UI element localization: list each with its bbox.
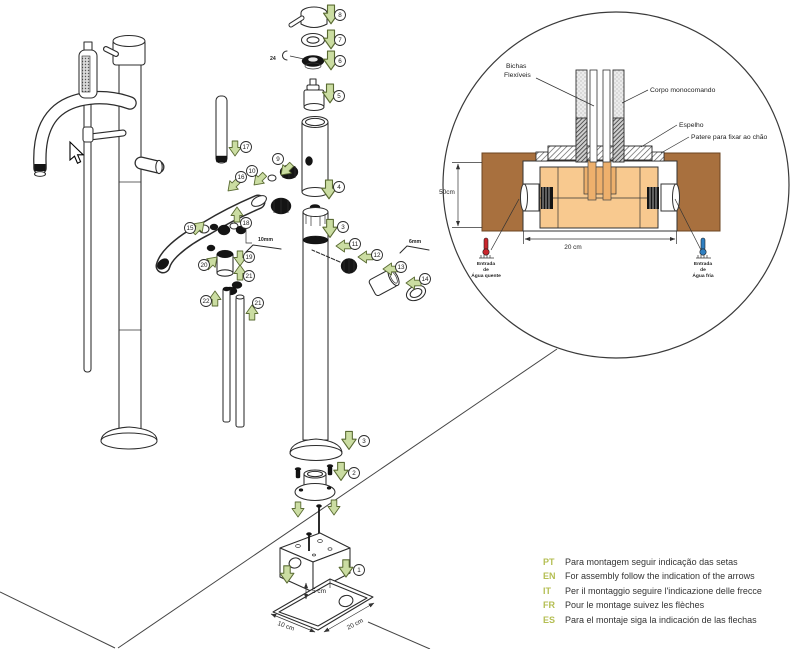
- svg-text:21: 21: [254, 300, 262, 308]
- language-code: ES: [543, 614, 556, 625]
- part-ring-nut: [302, 56, 324, 70]
- part-callout: [199, 260, 210, 271]
- flex-connector-left: [521, 184, 554, 211]
- assembly-instructions: [543, 555, 762, 627]
- instruction-row-it: [543, 584, 762, 598]
- svg-text:14: 14: [421, 276, 429, 284]
- hoses-label-2: Flexíveis: [504, 72, 531, 79]
- floor-perspective-lines: [0, 349, 557, 649]
- svg-text:11: 11: [351, 241, 359, 249]
- part-callout: [335, 56, 346, 67]
- part-callout: [359, 436, 370, 447]
- assembled-faucet-illustration: [35, 36, 163, 450]
- part-callout: [350, 239, 361, 250]
- recess-width-label: 10 cm: [276, 620, 296, 633]
- instruction-text: Pour le montage suivez les flèches: [565, 600, 705, 611]
- part-callout: [241, 142, 252, 153]
- floor-recess: [271, 579, 374, 633]
- svg-text:5: 5: [337, 93, 341, 101]
- part-callout: [273, 154, 284, 165]
- language-code: EN: [543, 571, 556, 582]
- svg-text:15: 15: [186, 225, 194, 233]
- svg-text:4: 4: [337, 184, 341, 192]
- wrench-24-icon: [270, 51, 304, 62]
- part-callout: [244, 252, 255, 263]
- exploded-view: [155, 5, 430, 633]
- part-hose-nut-b: [271, 198, 291, 214]
- svg-text:2: 2: [352, 470, 356, 478]
- svg-text:10: 10: [248, 168, 256, 176]
- svg-text:6mm: 6mm: [409, 239, 422, 245]
- part-callout: [247, 166, 258, 177]
- part-callout: [253, 298, 264, 309]
- part-callout: [241, 218, 252, 229]
- bracket-label: Patere para fixar ao chão: [691, 134, 768, 141]
- instruction-row-en: [543, 569, 762, 583]
- svg-text:8: 8: [338, 12, 342, 20]
- svg-text:10mm: 10mm: [258, 237, 273, 243]
- mouse-cursor: [70, 142, 83, 163]
- svg-text:6: 6: [338, 58, 342, 66]
- svg-text:20: 20: [200, 262, 208, 270]
- part-hand-shower-exploded: [216, 96, 227, 163]
- svg-text:1: 1: [357, 567, 361, 575]
- svg-text:Água quente: Água quente: [471, 274, 501, 279]
- svg-text:3: 3: [362, 438, 366, 446]
- flex-connector-right: [647, 184, 680, 211]
- svg-text:17: 17: [242, 144, 250, 152]
- part-mounting-flange: [295, 465, 335, 501]
- part-callout: [236, 172, 247, 183]
- hot-water-label: Entrada: [476, 262, 496, 267]
- recess-length-label: 20 cm: [345, 617, 365, 632]
- part-lower-column: [303, 205, 328, 441]
- plate-label: Espelho: [679, 122, 704, 129]
- svg-text:16: 16: [237, 174, 245, 182]
- svg-text:12: 12: [373, 252, 381, 260]
- svg-text:3: 3: [341, 224, 345, 232]
- hand-shower: [79, 42, 97, 98]
- installation-detail-inset: [439, 12, 789, 358]
- svg-text:21: 21: [245, 273, 253, 281]
- svg-text:de: de: [700, 268, 706, 273]
- part-callout: [201, 296, 212, 307]
- svg-text:19: 19: [245, 254, 253, 262]
- part-callout: [372, 250, 383, 261]
- part-callout: [354, 565, 365, 576]
- hex-key-6-icon: [400, 239, 429, 253]
- part-escutcheon: [290, 439, 342, 461]
- cold-water-label: Entrada: [693, 262, 713, 267]
- instruction-text: Para el montaje siga la indicación de las flechas: [565, 614, 757, 625]
- svg-text:24: 24: [270, 56, 276, 62]
- part-callout: [349, 468, 360, 479]
- part-callout: [338, 222, 349, 233]
- part-upper-column: [302, 117, 328, 197]
- svg-text:9: 9: [276, 156, 280, 164]
- part-callout: [335, 10, 346, 21]
- hoses-label: Bichas: [506, 63, 527, 70]
- svg-text:13: 13: [397, 264, 405, 272]
- part-handle: [291, 7, 327, 28]
- recess-depth-label: 5 cm: [312, 588, 326, 595]
- body-label: Corpo monocomando: [650, 87, 716, 94]
- part-ribbed-nut: [341, 258, 357, 274]
- part-trim-ring: [302, 34, 325, 47]
- part-callout: [420, 274, 431, 285]
- part-callout: [335, 35, 346, 46]
- part-cartridge: [304, 79, 324, 111]
- part-callout: [185, 223, 196, 234]
- svg-text:22: 22: [202, 298, 210, 306]
- part-callout: [244, 271, 255, 282]
- part-callout: [334, 91, 345, 102]
- language-code: PT: [543, 557, 555, 567]
- language-code: IT: [543, 585, 551, 596]
- instruction-text: For assembly follow the indication of the arrows: [565, 571, 755, 582]
- inset-depth-label: 50cm: [439, 189, 455, 196]
- instruction-text: Para montagem seguir indicação das setas: [565, 557, 738, 567]
- floor-plate: [536, 146, 664, 161]
- part-callout: [334, 182, 345, 193]
- hex-key-10-icon: [246, 237, 281, 252]
- svg-text:de: de: [483, 268, 489, 273]
- part-callout: [396, 262, 407, 273]
- instruction-row-es: [543, 613, 762, 627]
- svg-text:Água fria: Água fria: [692, 274, 714, 279]
- instruction-text: Per il montaggio seguire l'indicazione delle frecce: [565, 585, 762, 596]
- inset-width-label: 20 cm: [564, 244, 582, 251]
- instruction-row-fr: [543, 598, 762, 612]
- svg-text:7: 7: [338, 37, 342, 45]
- language-code: FR: [543, 600, 555, 611]
- instruction-row-pt: [543, 555, 762, 569]
- part-shower-poles: [223, 287, 244, 427]
- svg-text:18: 18: [242, 220, 250, 228]
